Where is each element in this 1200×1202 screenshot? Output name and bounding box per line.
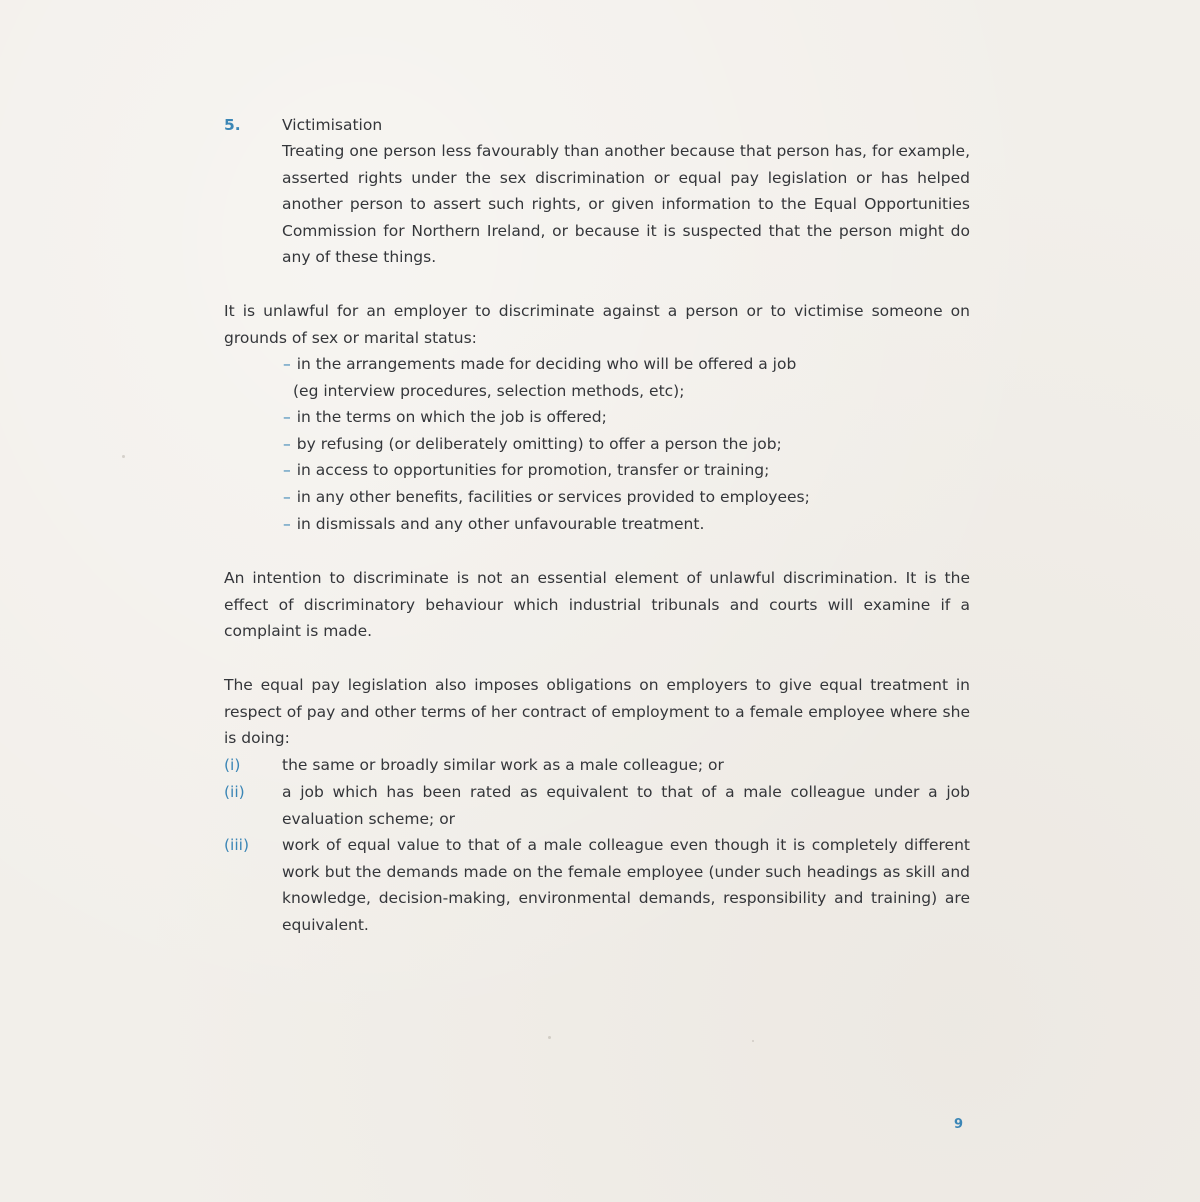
list-item-text: by refusing (or deliberately omitting) to offer a person the job; [296,434,782,453]
list-item-text: in any other benefits, facilities or services provided to employees; [296,487,810,506]
list-item-text: in dismissals and any other unfavourable treatment. [296,514,705,533]
dash-marker: – [283,487,291,506]
dash-marker: – [283,461,291,480]
paragraph-unlawful-discrimination: It is unlawful for an employer to discriminate against a person or to victimise someone on grounds of sex or marital status: [224,302,970,347]
list-item [283,457,943,484]
list-item-text: (eg interview procedures, selection methods, etc); [293,381,685,400]
list-item [283,404,943,431]
list-item-text: in the terms on which the job is offered; [296,408,607,427]
dash-marker: – [283,355,291,373]
enumerated-label: (i) [224,756,241,774]
page-number: 9 [954,1117,964,1132]
list-item [283,511,943,538]
list-item-text: in the arrangements made for deciding who will be offered a job [296,355,797,373]
list-item [283,484,943,511]
enumerated-text: the same or broadly similar work as a male colleague; or [282,756,724,774]
bullet-list [283,351,943,537]
list-item-continuation [283,378,943,405]
dash-marker: – [283,408,291,427]
paper-speck [752,1040,754,1042]
enumerated-text: work of equal value to that of a male colleague even though it is completely different work but the demands made on the female employee (under such headings as skill and knowledge, decision-making, environmental demands, responsibility and training) are equivalent. [282,836,970,934]
enumerated-label: (ii) [224,783,245,801]
enumerated-label: (iii) [224,836,250,854]
enumerated-text: a job which has been rated as equivalent to that of a male colleague under a job evaluation scheme; or [282,783,970,828]
section-body: Treating one person less favourably than another because that person has, for example, asserted rights under the sex discrimination or equal pay legislation or has helped another person to assert such rights, or given information to the Equal Opportunities Commission for Northern Ireland, or because it is suspected that the person might do any of these things. [282,142,970,267]
dash-marker: – [283,514,291,533]
section-title: Victimisation [282,116,383,134]
paragraph-intention: An intention to discriminate is not an essential element of unlawful discrimination. It is the effect of discriminatory behaviour which industrial tribunals and courts will examine if a complaint is made. [224,569,970,641]
list-item [283,431,943,458]
list-item [283,351,943,378]
section-number: 5. [224,116,241,134]
paragraph-equal-pay: The equal pay legislation also imposes obligations on employers to give equal treatment in respect of pay and other terms of her contract of employment to a female employee where she is doing: [224,676,970,748]
dash-marker: – [283,434,291,453]
list-item-text: in access to opportunities for promotion, transfer or training; [296,461,770,480]
paper-speck [548,1036,551,1039]
paper-speck [122,455,125,458]
